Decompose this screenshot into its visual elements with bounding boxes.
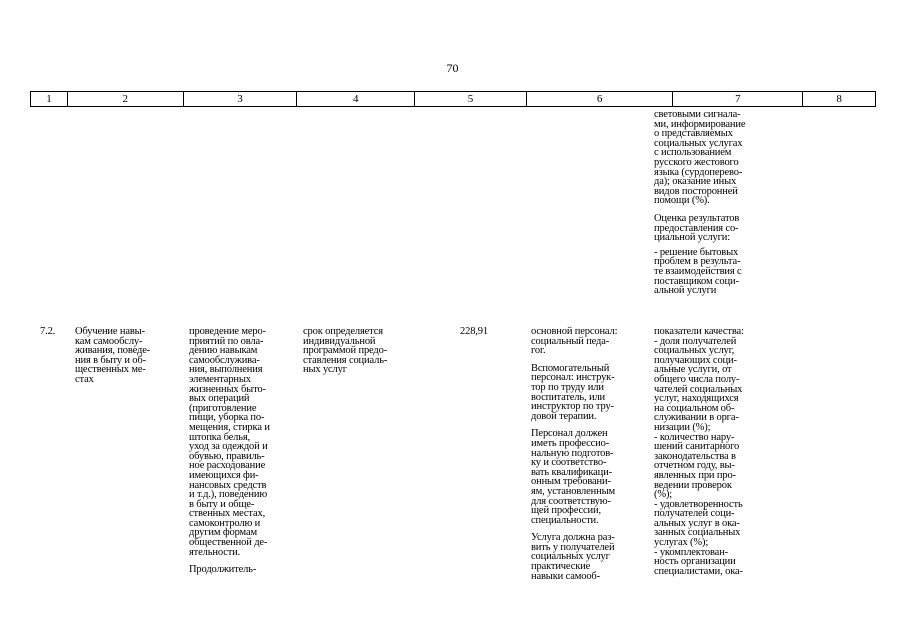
continued-indicators-paragraph: Оценка результатов предоставления со- циальной услуги: [654, 212, 740, 244]
continued-indicators-cell [654, 110, 776, 296]
row-number: 7.2. [40, 326, 56, 337]
header-col-5: 5 [415, 92, 527, 106]
service-conditions-paragraph: Услуга должна раз- вить у получателей социальных услуг практические навыки самооб- [531, 532, 615, 582]
header-col-8: 8 [836, 93, 842, 105]
continued-indicators-paragraph: - решение бытовых проблем в результа- те взаимодействия с поставщиком соци- альной услуги [654, 246, 742, 297]
header-col-1: 1 [31, 92, 68, 106]
service-price: 228,91 [460, 326, 488, 337]
service-conditions-cell [531, 327, 649, 581]
service-conditions-paragraph: Персонал должен иметь профессио- нальную подготов- ку и соответство- вать квалификаци- онным требовани- ям, установленным для соответствую- щей профессии, специальности. [531, 428, 615, 526]
header-col-3: 3 [184, 92, 298, 106]
service-conditions-paragraph: основной персонал: социальный педа- гог. [531, 326, 618, 357]
service-term: срок определяется индивидуальной программой предо- ставления социаль- ных услуг [303, 326, 388, 376]
service-description-paragraph: проведение меро- приятий по овла- дению навыкам самообслужива- ния, выполнения элементарных жизненных быто- вых операций (приготовление пищи, уборка по- мещения, стирка и штопка белья, уход за одеждой и обувью, правиль- ное расходование имеющихся фи- нансовых средств и т.д.), поведению в быту и обще- ственных местах, самоконтролю и другим формам общественной де- ятельности. [189, 326, 270, 558]
service-conditions-paragraph: Вспомогательный персонал: инструк- тор по труду или воспитатель, или инструктор по тру- довой терапии. [531, 362, 615, 422]
service-description-cell [189, 327, 297, 575]
table-header-row [30, 91, 876, 107]
header-col-7: 7 [673, 92, 803, 106]
page-number: 70 [446, 61, 459, 75]
service-name: Обучение навы- кам самообслу- живания, поведе- ния в быту и об- щественных ме- стах [75, 326, 151, 385]
service-description-paragraph: Продолжитель- [189, 564, 257, 576]
header-col-6: 6 [527, 92, 674, 106]
header-col-2: 2 [68, 92, 184, 106]
header-col-4: 4 [297, 92, 415, 106]
continued-indicators-paragraph: световыми сигнала- ми, информирование о представляемых социальных услугах с использованием русского жестового языка (сурдоперево- да); оказание иных видов посторонней помощи (%). [654, 109, 746, 207]
quality-indicators: показатели качества: - доля получателей социальных услуг, получающих соци- альные услуги, от общего числа полу- чателей социальных услуг, находящихся на социальном об- служивании в орга- низации (%); - количество нару- шений санитарного законодательства в отчетном году, вы- явленных при про- ведении проверок (%); - удовлетворенность получателей соци- альных услуг в ока- занных социальных услугах (%); - укомплектован- ность организации специалистами, ока- [654, 326, 744, 577]
